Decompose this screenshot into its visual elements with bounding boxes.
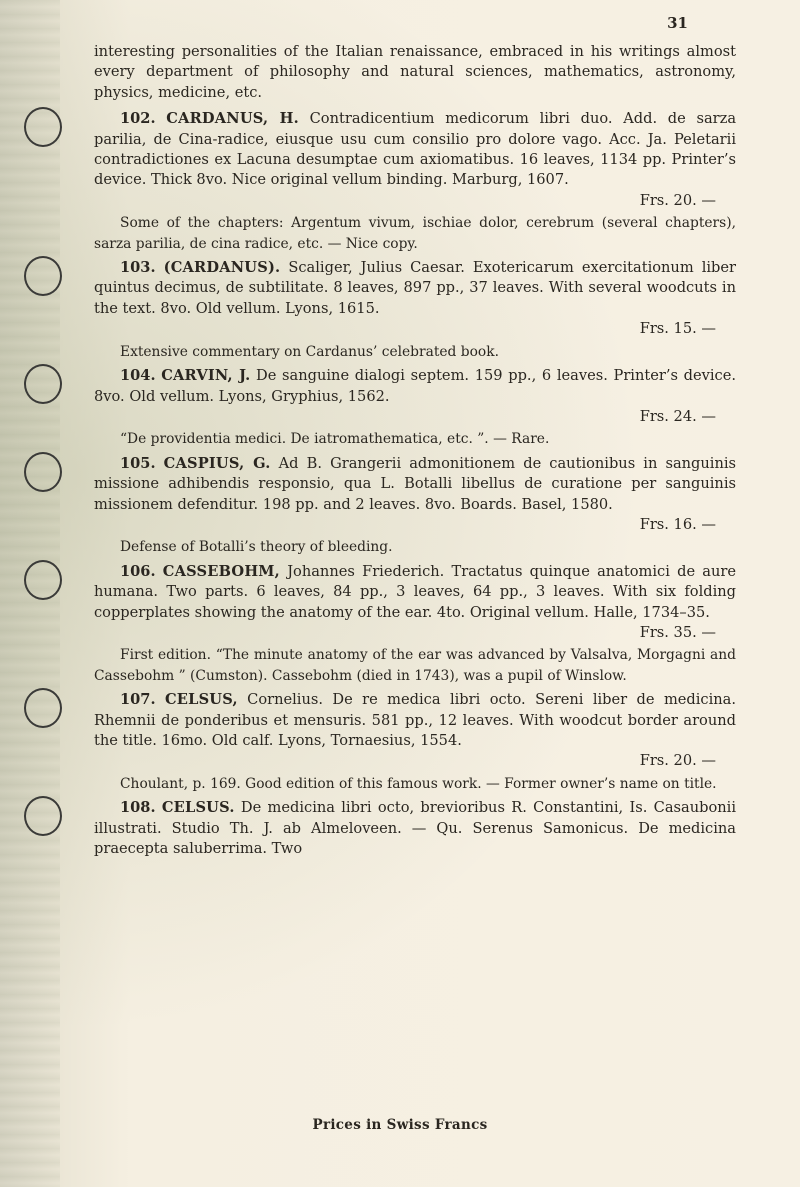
entry-description: Ad B. Grangerii admonitionem de cautionibus in sanguinis missione adhibendis responsio, qua L. Botalli libellus de curatione per sanguinis missionem defenditur. 198 pp. and 2 leaves. 8vo. Boards. Basel, 1580. bbox=[94, 454, 737, 513]
catalog-entry-107 bbox=[94, 690, 736, 794]
entry-note: Defense of Botalli’s theory of bleeding. bbox=[120, 539, 393, 556]
entry-price: Frs. 35. — bbox=[639, 623, 716, 641]
catalog-entry-108 bbox=[94, 798, 736, 859]
hand-drawn-circle-mark bbox=[24, 796, 62, 836]
entry-description: Scaliger, Julius Caesar. Exotericarum exercitationum liber quintus decimus, de subtilitate. 8 leaves, 897 pp., 37 leaves. With several woodcuts in the text. 8vo. Old vellum. Lyons, 1615. bbox=[94, 259, 736, 317]
entry-author: CASPIUS, G. bbox=[163, 454, 271, 472]
entry-author: CASSEBOHM, bbox=[162, 562, 280, 580]
entry-author: CARVIN, J. bbox=[161, 367, 251, 385]
entry-description: Johannes Friederich. Tractatus quinque anatomici de aure humana. Two parts. 6 leaves, 84 pp., 3 leaves, 64 pp., 3 leaves. With six folding copperplates showing the anatomy of the ear. 4to. Original vellum. Halle, 1734–35. bbox=[94, 562, 737, 621]
entry-price: Frs. 16. — bbox=[639, 515, 716, 533]
entry-description: De medicina libri octo, brevioribus R. Constantini, Is. Casaubonii illustrati. Studio Th. J. ab Almeloveen. — Qu. Serenus Samonicus. De medicina praecepta saluberrima. Two bbox=[94, 799, 736, 858]
entry-number: 105. bbox=[120, 454, 156, 472]
hand-drawn-circle-mark bbox=[24, 452, 62, 492]
entry-author: CELSUS. bbox=[161, 799, 235, 817]
entry-note: Extensive commentary on Cardanus’ celebrated book. bbox=[120, 343, 499, 360]
entry-text bbox=[94, 690, 736, 751]
entry-price: Frs. 15. — bbox=[639, 320, 716, 338]
entry-text bbox=[94, 798, 736, 859]
page-number: 31 bbox=[667, 14, 688, 32]
entry-number: 102. bbox=[120, 110, 156, 128]
entry-author: (CARDANUS). bbox=[163, 259, 281, 277]
intro-paragraph: interesting personalities of the Italian renaissance, embraced in his writings almost every department of philosophy and natural sciences, mathematics, astronomy, physics, medicine, etc. bbox=[94, 43, 736, 101]
entry-text bbox=[94, 562, 736, 623]
hand-drawn-circle-mark bbox=[24, 364, 62, 404]
entry-number: 104. bbox=[120, 367, 156, 385]
entry-note: First edition. “The minute anatomy of the ear was advanced by Valsalva, Morgagni and Cassebohm ” (Cumston). Cassebohm (died in 1743), was a pupil of Winslow. bbox=[94, 647, 736, 684]
entry-number: 108. bbox=[120, 799, 156, 817]
entry-text bbox=[94, 366, 736, 407]
catalog-entry-102 bbox=[94, 109, 736, 254]
entry-author: CARDANUS, H. bbox=[166, 110, 299, 128]
catalog-entry-105 bbox=[94, 454, 736, 558]
catalog-entry-104 bbox=[94, 366, 736, 450]
entry-text bbox=[94, 454, 736, 515]
price-currency-footer: Prices in Swiss Francs bbox=[312, 1117, 488, 1133]
entry-number: 106. bbox=[120, 562, 156, 580]
entry-note: Some of the chapters: Argentum vivum, ischiae dolor, cerebrum (several chapters), sarza parilia, de cina radice, etc. — Nice copy. bbox=[94, 215, 736, 252]
entry-author: CELSUS, bbox=[164, 691, 238, 709]
hand-drawn-circle-mark bbox=[24, 688, 62, 728]
catalog-entry-103 bbox=[94, 258, 736, 362]
entry-text bbox=[94, 109, 736, 191]
entry-note: “De providentia medici. De iatromathematica, etc. ”. — Rare. bbox=[120, 431, 550, 448]
entry-price: Frs. 24. — bbox=[639, 407, 716, 425]
hand-drawn-circle-mark bbox=[24, 256, 62, 296]
hand-drawn-circle-mark bbox=[24, 107, 62, 147]
entry-number: 103. bbox=[120, 259, 156, 277]
entry-description: Cornelius. De re medica libri octo. Sereni liber de medicina. Rhemnii de ponderibus et mensuris. 581 pp., 12 leaves. With woodcut border around the title. 16mo. Old calf. Lyons, Tornaesius, 1554. bbox=[94, 691, 737, 749]
catalog-entry-106 bbox=[94, 562, 736, 686]
entry-description: De sanguine dialogi septem. 159 pp., 6 leaves. Printer’s device. 8vo. Old vellum. Lyons, Gryphius, 1562. bbox=[94, 367, 736, 405]
entry-note: Choulant, p. 169. Good edition of this famous work. — Former owner’s name on title. bbox=[120, 775, 717, 792]
entry-number: 107. bbox=[120, 691, 156, 709]
catalog-content bbox=[94, 42, 736, 863]
entry-price: Frs. 20. — bbox=[639, 752, 716, 770]
entry-text bbox=[94, 258, 736, 319]
hand-drawn-circle-mark bbox=[24, 560, 62, 600]
entry-price: Frs. 20. — bbox=[639, 191, 716, 209]
entry-description: Contradicentium medicorum libri duo. Add. de sarza parilia, de Cina-radice, eiusque usu cum consilio pro dolore vago. Acc. Ja. Peletarii contradictiones ex Lacuna desumptae cum axiomatibus. 16 leaves, 1134 pp. Printer’s device. Thick 8vo. Nice original vellum binding. Marburg, 1607. bbox=[94, 110, 737, 189]
